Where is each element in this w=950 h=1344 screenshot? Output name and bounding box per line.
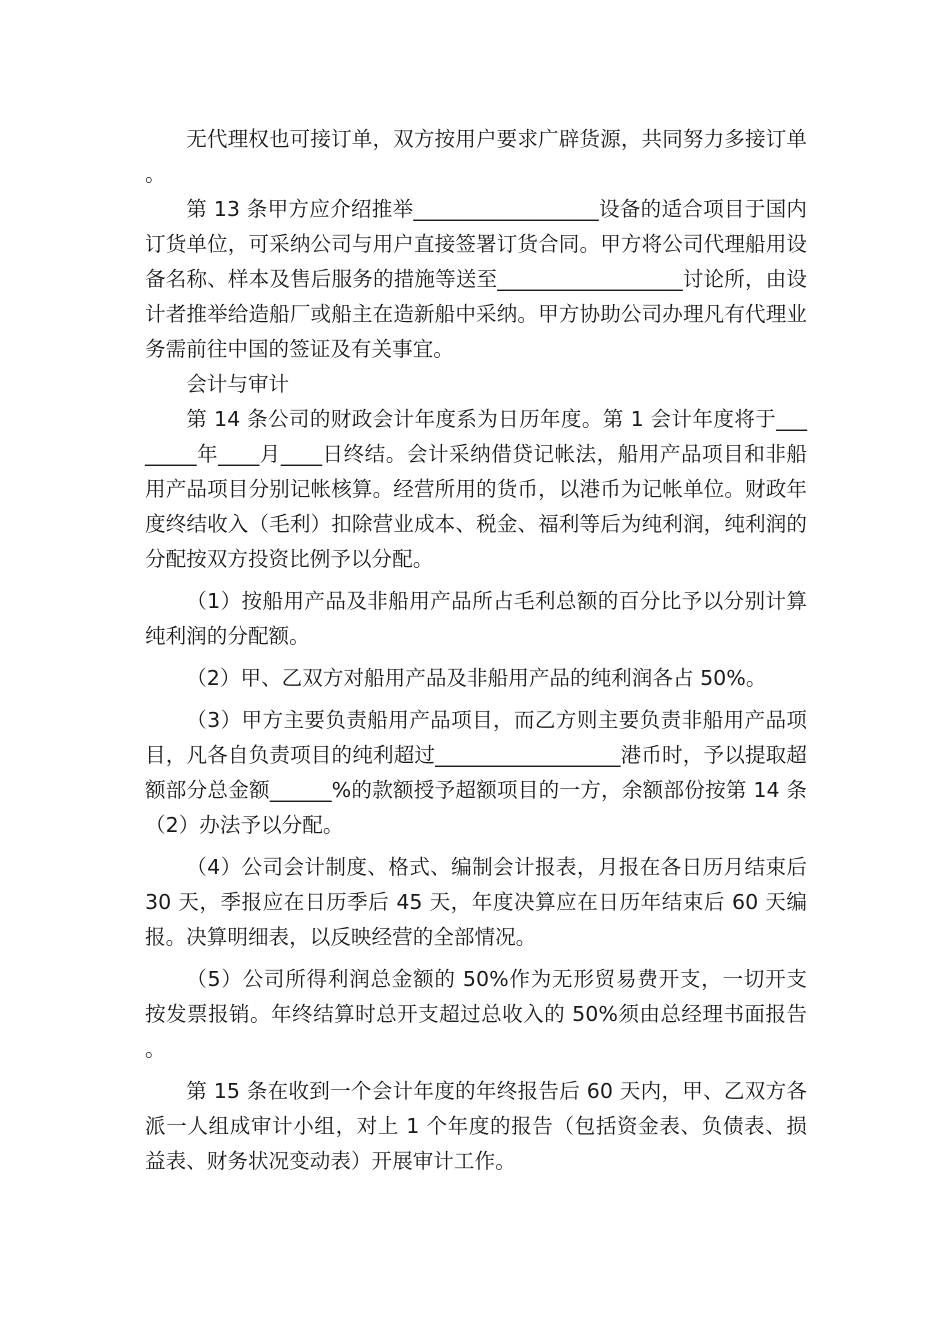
paragraph-article-13: 第 13 条甲方应介绍推举__________________设备的适合项目于国内订货单位，可采纳公司与用户直接签署订货合同。甲方将公司代理船用设备名称、样本及售后服务的措施等送至__________________讨论所，由设计者推举给造船厂或船主在造新船中采纳。甲方协助公司办理凡有代理业务需前往中国的签证及有关事宜。 <box>145 197 807 361</box>
paragraph-item-4: （4）公司会计制度、格式、编制会计报表，月报在各日历月结束后 30 天，季报应在日历季后 45 天，年度决算应在日历年结束后 60 天编报。决算明细表，以反映经营的全部情况。 <box>145 855 807 949</box>
paragraph-article-14: 第 14 条公司的财政会计年度系为日历年度。第 1 会计年度将于________年____月____日终结。会计采纳借贷记帐法，船用产品项目和非船用产品项目分别记帐核算。经营所用的货币，以港币为记帐单位。财政年度终结收入（毛利）扣除营业成本、税金、福利等后为纯利润，纯利润的分配按双方投资比例予以分配。 <box>145 407 807 571</box>
paragraph-item-3: （3）甲方主要负责船用产品项目，而乙方则主要负责非船用产品项目，凡各自负责项目的纯利超过__________________港币时，予以提取超额部分总金额______%的款额授予超额项目的一方，余额部份按第 14 条（2）办法予以分配。 <box>145 708 807 837</box>
section-heading-accounting-audit: 会计与审计 <box>186 372 290 396</box>
paragraph-item-1: （1）按船用产品及非船用产品所占毛利总额的百分比予以分别计算纯利润的分配额。 <box>145 589 807 648</box>
document-body <box>145 122 807 1179</box>
paragraph-order-acceptance: 无代理权也可接订单，双方按用户要求广辟货源，共同努力多接订单。 <box>145 127 807 186</box>
paragraph-item-5: （5）公司所得利润总金额的 50%作为无形贸易费开支，一切开支按发票报销。年终结算时总开支超过总收入的 50%须由总经理书面报告。 <box>145 967 807 1061</box>
paragraph-article-15: 第 15 条在收到一个会计年度的年终报告后 60 天内，甲、乙双方各派一人组成审计小组，对上 1 个年度的报告（包括资金表、负债表、损益表、财务状况变动表）开展审计工作。 <box>145 1079 807 1173</box>
paragraph-item-2: （2）甲、乙双方对船用产品及非船用产品的纯利润各占 50%。 <box>186 666 767 690</box>
